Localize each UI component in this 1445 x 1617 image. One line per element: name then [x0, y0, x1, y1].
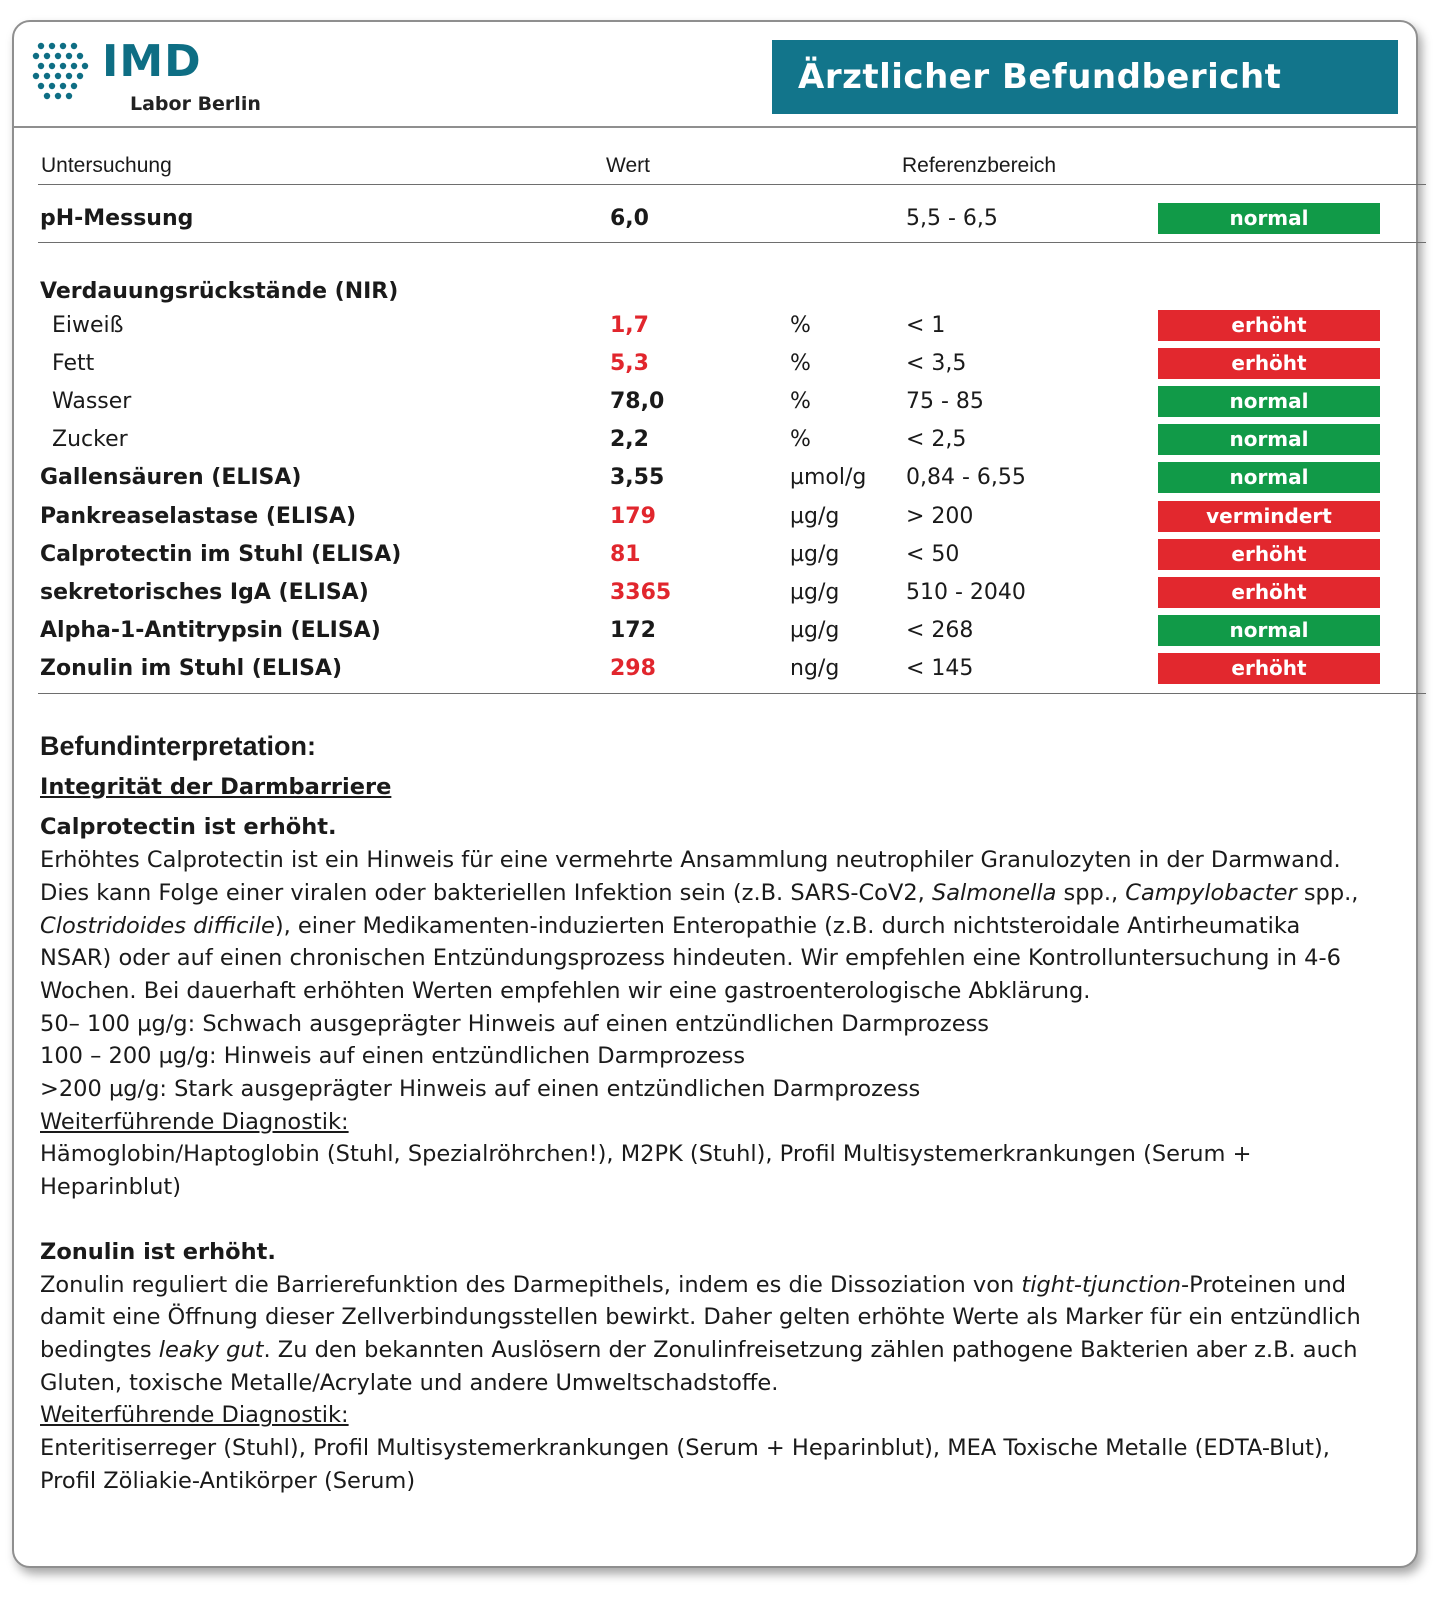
row-name: sekretorisches IgA (ELISA): [40, 579, 369, 605]
status-badge: erhöht: [1158, 348, 1380, 379]
row-unit: µmol/g: [790, 465, 867, 491]
calprotectin-range-1: 50– 100 µg/g: Schwach ausgeprägter Hinweis auf einen entzündlichen Darmprozess: [40, 1010, 990, 1037]
row-unit: %: [790, 389, 811, 415]
row-name: Wasser: [52, 389, 132, 415]
calprotectin-text: Erhöhtes Calprotectin ist ein Hinweis für eine vermehrte Ansammlung neutrophiler Granulozyten in der Darmwand. Dies kann Folge einer viralen oder bakteriellen Infektion sein (z.B. SARS-CoV2, Salmonella spp., Campylobacter spp., Clostridoides difficile), einer Medikamenten-induzierten Enteropathie (z.B. durch nichtsteroidale Antirheumatika NSAR) oder auf einen chronischen Entzündungsprozess hindeuten. Wir empfehlen eine Kontrolluntersuchung in 4-6 Wochen. Bei dauerhaft erhöhten Werten empfehlen wir eine gastroenterologische Abklärung.: [40, 847, 1359, 1004]
table-row-ph: [14, 202, 1414, 236]
imd-logo: [32, 36, 272, 118]
row-value: 78,0: [610, 389, 665, 415]
zonulin-diagnostics: Enteritiserreger (Stuhl), Profil Multisystemerkrankungen (Serum + Heparinblut), MEA Toxische Metalle (EDTA-Blut), Profil Zöliakie-Antikörper (Serum): [40, 1435, 1330, 1494]
zonulin-title: Zonulin ist erhöht.: [40, 1238, 276, 1265]
row-unit: %: [790, 313, 811, 338]
row-value: 1,7: [610, 313, 649, 338]
report-title: Ärztlicher Befundbericht: [772, 40, 1398, 114]
row-value: 172: [610, 617, 656, 643]
status-badge: normal: [1158, 615, 1380, 646]
table-row: [14, 309, 1414, 343]
logo-dots-icon: [32, 42, 98, 102]
row-value: 2,2: [610, 427, 649, 453]
row-unit: µg/g: [790, 541, 840, 567]
row-value: 179: [610, 503, 656, 529]
row-unit: ng/g: [790, 655, 840, 681]
row-reference: < 268: [906, 617, 974, 643]
table-row: [14, 423, 1414, 457]
table-row: [14, 461, 1414, 495]
status-badge: erhöht: [1158, 310, 1380, 341]
row-unit: µg/g: [790, 617, 840, 643]
table-row: [14, 614, 1414, 648]
interpretation-heading: Befundinterpretation:: [40, 731, 316, 761]
row-reference: < 1: [906, 313, 946, 338]
row-reference: < 145: [906, 655, 974, 681]
calprotectin-title: Calprotectin ist erhöht.: [40, 814, 337, 841]
row-value: 81: [610, 541, 641, 567]
column-header-reference: Referenzbereich: [902, 154, 1057, 177]
row-reference: 0,84 - 6,55: [906, 465, 1026, 491]
table-row: [14, 385, 1414, 419]
calprotectin-range-2: 100 – 200 µg/g: Hinweis auf einen entzündlichen Darmprozess: [40, 1043, 746, 1070]
status-badge: erhöht: [1158, 577, 1380, 608]
table-row: [14, 576, 1414, 610]
row-reference: 5,5 - 6,5: [906, 206, 998, 231]
row-name: Calprotectin im Stuhl (ELISA): [40, 541, 402, 567]
row-reference: < 50: [906, 541, 960, 567]
row-name: Pankreaselastase (ELISA): [40, 503, 357, 529]
row-value: 5,3: [610, 351, 649, 377]
status-badge: normal: [1158, 462, 1380, 493]
ph-rule: [38, 242, 1426, 243]
row-name: Zonulin im Stuhl (ELISA): [40, 655, 343, 681]
row-value: 6,0: [610, 206, 649, 231]
row-reference: < 2,5: [906, 427, 967, 453]
header-divider: [14, 126, 1416, 128]
status-badge: vermindert: [1158, 501, 1380, 532]
column-header-value: Wert: [606, 154, 650, 177]
row-reference: 510 - 2040: [906, 579, 1026, 605]
table-row: [14, 500, 1414, 534]
row-value: 3365: [610, 579, 672, 605]
zonulin-text: Zonulin reguliert die Barrierefunktion des Darmepithels, indem es die Dissoziation von tight-tjunction-Proteinen und damit eine Öffnung dieser Zellverbindungsstellen bewirkt. Daher gelten erhöhte Werte als Marker für ein entzündlich bedingtes leaky gut. Zu den bekannten Auslösern der Zonulinfreisetzung zählen pathogene Bakterien aber z.B. auch Gluten, toxische Metalle/Acrylate und andere Umweltschadstoffe.: [40, 1271, 1361, 1396]
status-badge: normal: [1158, 386, 1380, 417]
row-reference: 75 - 85: [906, 389, 984, 415]
logo-subtitle: Labor Berlin: [130, 93, 261, 115]
row-value: 3,55: [610, 465, 665, 491]
table-row: [14, 652, 1414, 686]
row-unit: µg/g: [790, 503, 840, 529]
logo-wordmark: IMD: [102, 36, 202, 87]
zonulin-diagnostics-label: Weiterführende Diagnostik:: [40, 1402, 349, 1429]
row-name: Gallensäuren (ELISA): [40, 465, 302, 491]
column-header-name: Untersuchung: [41, 154, 172, 177]
calprotectin-range-3: >200 µg/g: Stark ausgeprägter Hinweis auf einen entzündlichen Darmprozess: [40, 1076, 921, 1103]
table-row: [14, 347, 1414, 381]
row-name: Alpha-1-Antitrypsin (ELISA): [40, 617, 381, 643]
row-unit: %: [790, 351, 811, 377]
table-row: [14, 538, 1414, 572]
section-title: Integrität der Darmbarriere: [40, 773, 392, 800]
row-unit: %: [790, 427, 811, 453]
status-badge: erhöht: [1158, 653, 1380, 684]
interpretation: [40, 730, 1370, 1497]
row-reference: > 200: [906, 503, 974, 529]
row-unit: µg/g: [790, 579, 840, 605]
row-name: Eiweiß: [52, 313, 124, 338]
row-value: 298: [610, 655, 656, 681]
row-name: pH-Messung: [40, 206, 194, 231]
calprotectin-diagnostics: Hämoglobin/Haptoglobin (Stuhl, Spezialröhrchen!), M2PK (Stuhl), Profil Multisystemerkrankungen (Serum + Heparinblut): [40, 1141, 1252, 1201]
row-reference: < 3,5: [906, 351, 967, 377]
calprotectin-diagnostics-label: Weiterführende Diagnostik:: [40, 1108, 349, 1135]
status-badge: normal: [1158, 424, 1380, 455]
status-badge: normal: [1158, 203, 1380, 234]
report-card: [12, 20, 1418, 1568]
table-bottom-rule: [38, 693, 1426, 694]
row-name: Fett: [52, 351, 95, 377]
status-badge: erhöht: [1158, 539, 1380, 570]
nir-group-title: [14, 275, 1414, 309]
nir-title: Verdauungsrückstände (NIR): [40, 279, 399, 304]
header-rule: [38, 184, 1426, 185]
row-name: Zucker: [52, 427, 128, 453]
